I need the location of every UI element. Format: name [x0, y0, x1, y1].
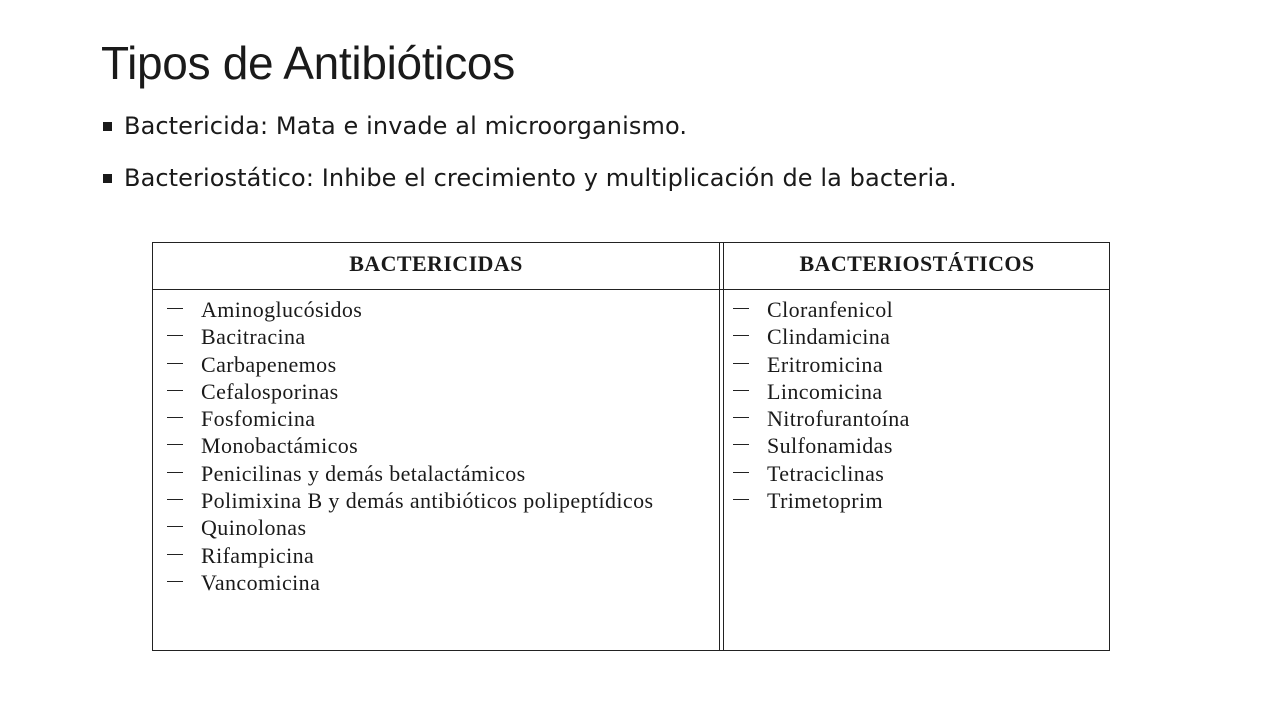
list-item: Nitrofurantoína	[731, 405, 1101, 432]
column-divider	[723, 243, 724, 650]
list-item: Tetraciclinas	[731, 460, 1101, 487]
list-item: Rifampicina	[165, 542, 715, 569]
list-item: Vancomicina	[165, 569, 715, 596]
dash-icon	[731, 460, 767, 487]
dash-icon	[165, 378, 201, 405]
column-divider	[719, 243, 720, 650]
list-item: Polimixina B y demás antibióticos polipeptídicos	[165, 487, 715, 514]
dash-icon	[731, 487, 767, 514]
dash-icon	[165, 569, 201, 596]
list-item: Trimetoprim	[731, 487, 1101, 514]
list-item: Cefalosporinas	[165, 378, 715, 405]
bullet-item-bacteriostatico	[101, 156, 957, 200]
bacteriostaticos-list	[731, 296, 1101, 514]
dash-icon	[165, 351, 201, 378]
dash-icon	[731, 296, 767, 323]
column-header-bacteriostaticos: BACTERIOSTÁTICOS	[799, 251, 1035, 276]
list-item: Carbapenemos	[165, 351, 715, 378]
bullet-list	[101, 104, 957, 208]
dash-icon	[165, 514, 201, 541]
square-bullet-icon	[103, 174, 112, 183]
dash-icon	[731, 351, 767, 378]
page-title: Tipos de Antibióticos	[101, 37, 515, 89]
list-item: Monobactámicos	[165, 432, 715, 459]
dash-icon	[165, 460, 201, 487]
list-item: Bacitracina	[165, 323, 715, 350]
dash-icon	[165, 296, 201, 323]
list-item: Penicilinas y demás betalactámicos	[165, 460, 715, 487]
dash-icon	[165, 323, 201, 350]
list-item: Fosfomicina	[165, 405, 715, 432]
list-item: Sulfonamidas	[731, 432, 1101, 459]
list-item: Aminoglucósidos	[165, 296, 715, 323]
list-item: Lincomicina	[731, 378, 1101, 405]
antibiotics-table	[152, 242, 1110, 651]
column-header-bactericidas: BACTERICIDAS	[349, 251, 523, 276]
bullet-text: Bacteriostático: Inhibe el crecimiento y multiplicación de la bacteria.	[124, 164, 957, 192]
dash-icon	[731, 378, 767, 405]
dash-icon	[165, 542, 201, 569]
bullet-item-bactericida	[101, 104, 957, 148]
dash-icon	[165, 487, 201, 514]
dash-icon	[731, 405, 767, 432]
list-item: Cloranfenicol	[731, 296, 1101, 323]
dash-icon	[731, 323, 767, 350]
list-item: Quinolonas	[165, 514, 715, 541]
dash-icon	[165, 405, 201, 432]
square-bullet-icon	[103, 122, 112, 131]
bullet-text: Bactericida: Mata e invade al microorganismo.	[124, 112, 688, 140]
list-item: Clindamicina	[731, 323, 1101, 350]
list-item: Eritromicina	[731, 351, 1101, 378]
bactericidas-list	[165, 296, 715, 596]
dash-icon	[731, 432, 767, 459]
header-divider	[153, 289, 1109, 290]
dash-icon	[165, 432, 201, 459]
